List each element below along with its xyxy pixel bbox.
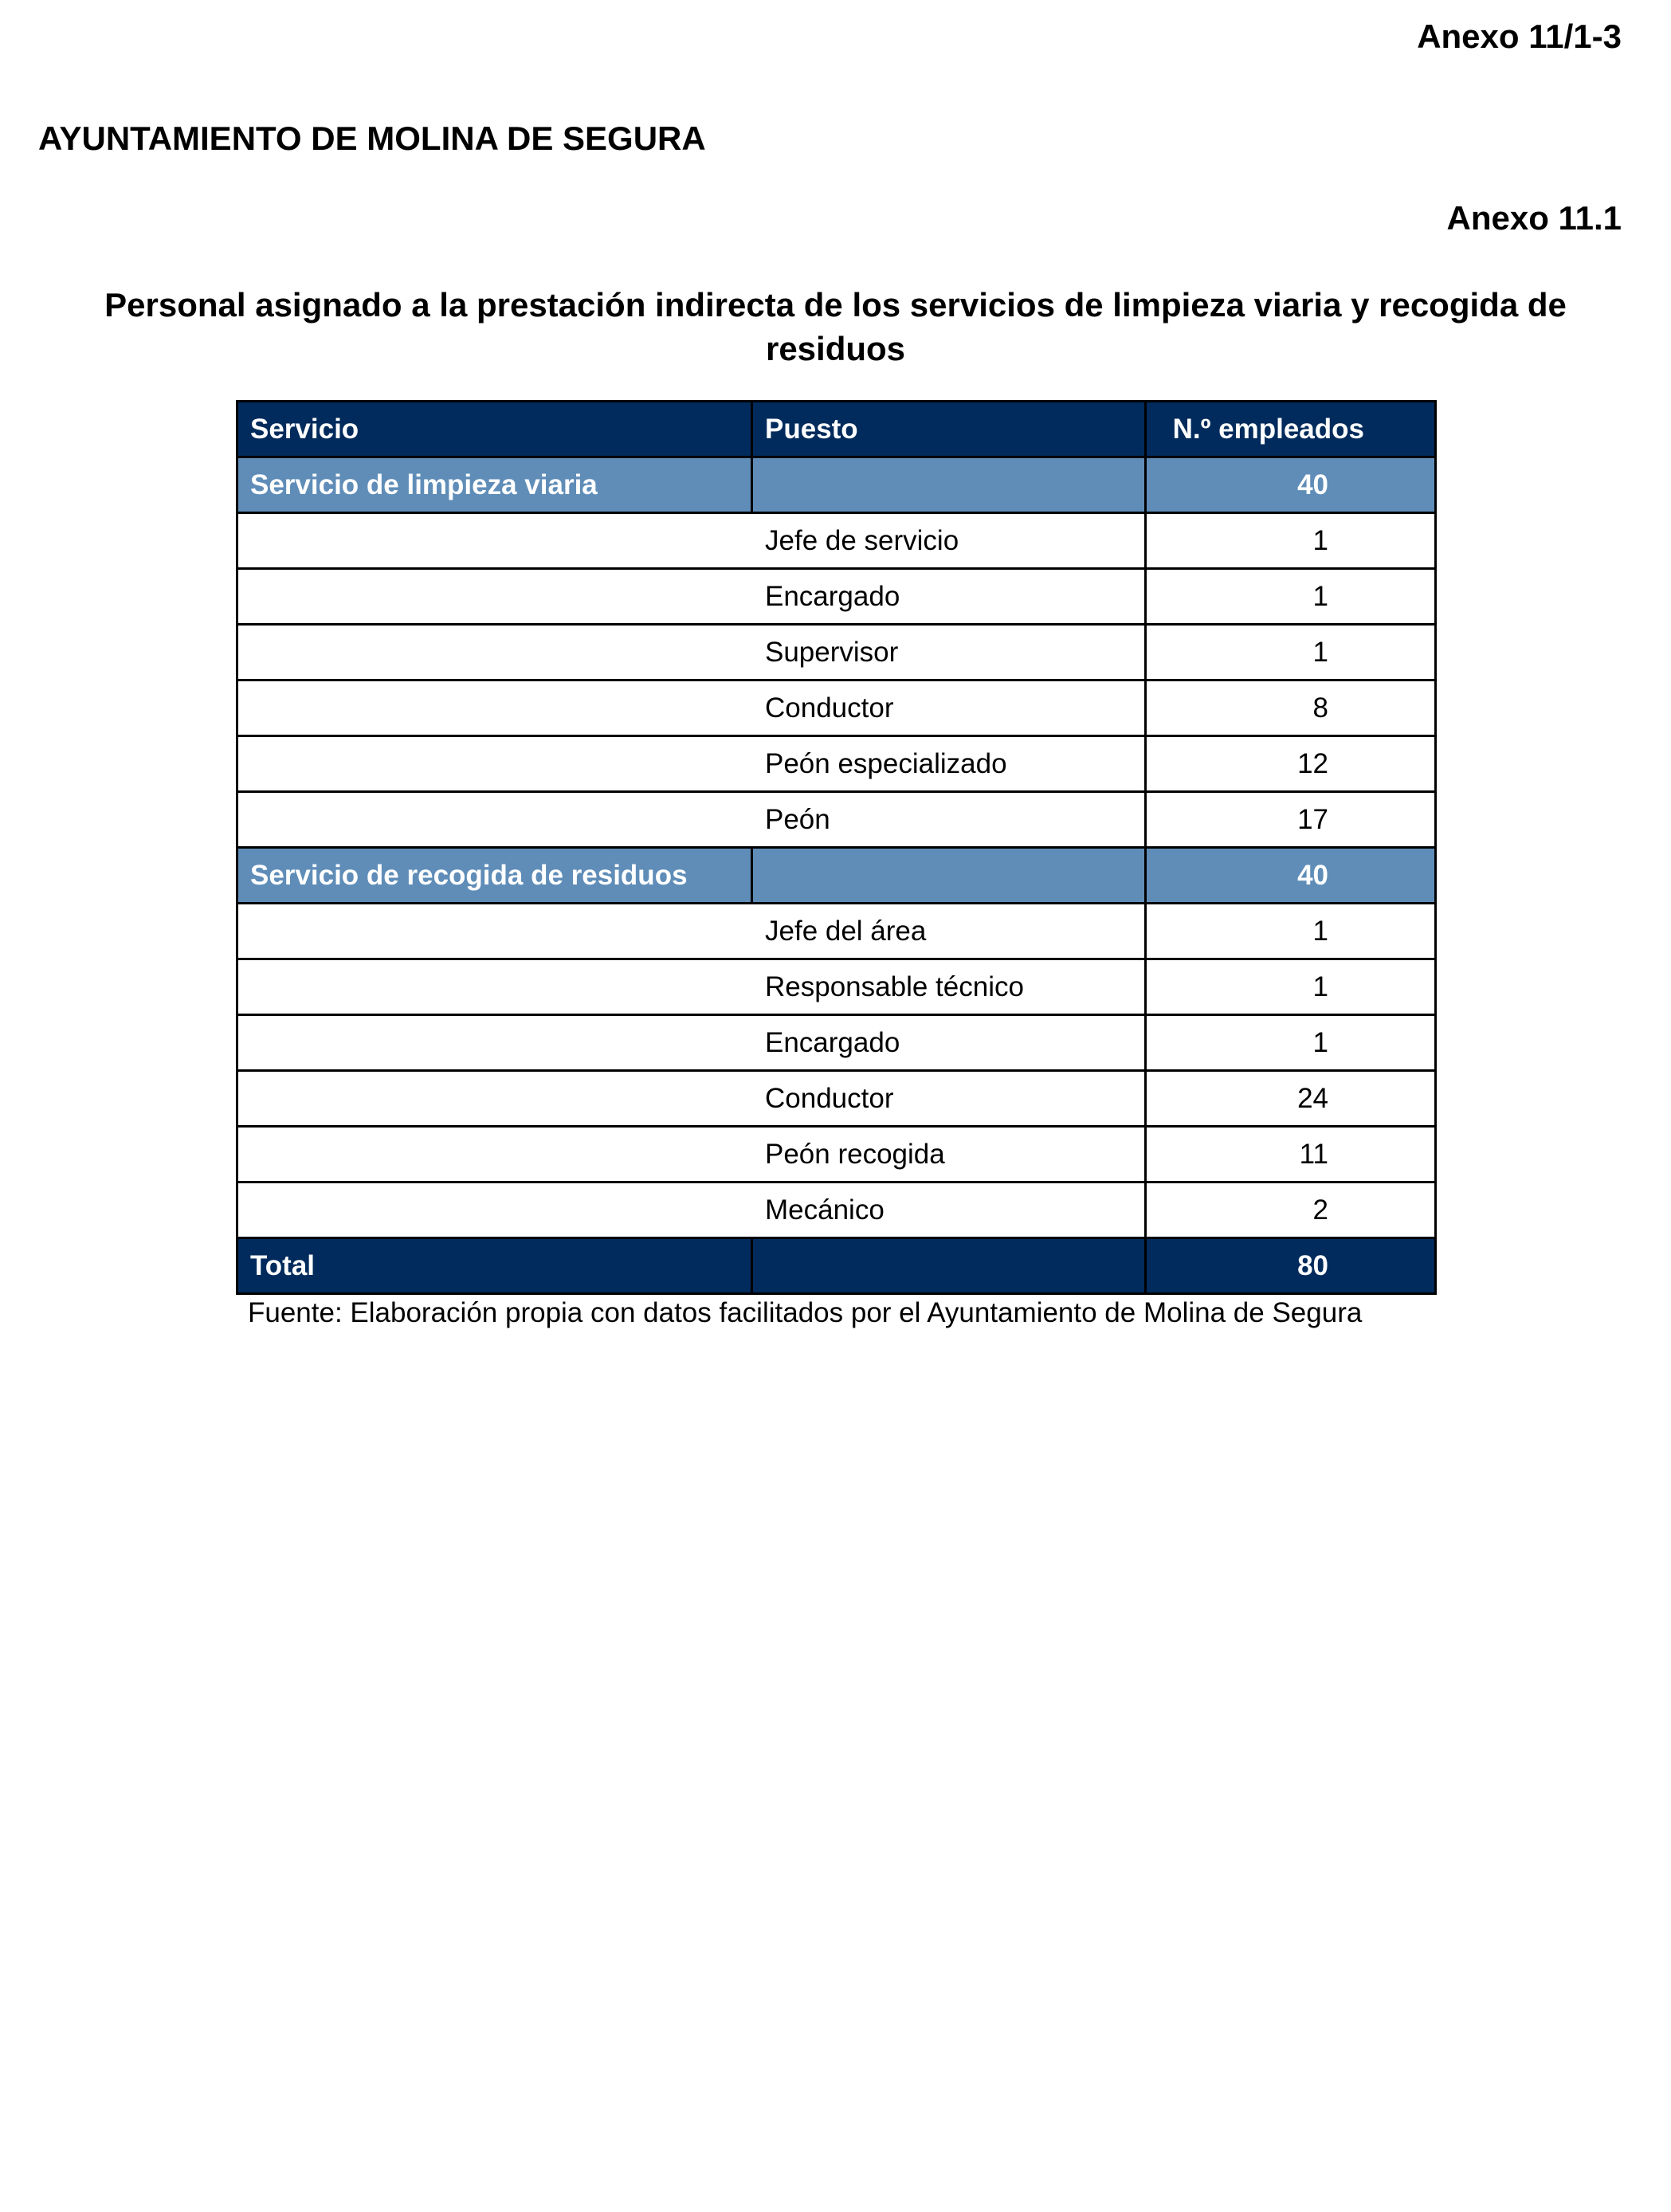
- table-row: [237, 1015, 1436, 1071]
- table-row: [237, 904, 1436, 959]
- column-header-puesto: Puesto: [752, 402, 1146, 457]
- puesto-cell: Peón: [752, 792, 1146, 848]
- empleados-cell: 1: [1146, 959, 1436, 1015]
- group-total: 40: [1146, 848, 1436, 904]
- table-row: [237, 513, 1436, 569]
- table-row: [237, 792, 1436, 848]
- group-name: Servicio de recogida de residuos: [237, 848, 752, 904]
- source-note: Fuente: Elaboración propia con datos facilitados por el Ayuntamiento de Molina de Segura: [248, 1297, 1363, 1328]
- puesto-cell: Mecánico: [752, 1182, 1146, 1238]
- empleados-cell: 12: [1146, 736, 1436, 792]
- group-row-recogida: [237, 848, 1436, 904]
- puesto-cell: Encargado: [752, 569, 1146, 625]
- table-row: [237, 680, 1436, 736]
- table-row: [237, 1182, 1436, 1238]
- empleados-cell: 1: [1146, 569, 1436, 625]
- empleados-cell: 1: [1146, 625, 1436, 680]
- column-header-empleados: N.º empleados: [1146, 402, 1436, 457]
- empleados-cell: 8: [1146, 680, 1436, 736]
- table-row: [237, 959, 1436, 1015]
- table-row: [237, 1127, 1436, 1182]
- empleados-cell: 11: [1146, 1127, 1436, 1182]
- organization-name: AYUNTAMIENTO DE MOLINA DE SEGURA: [38, 120, 706, 157]
- total-label: Total: [237, 1238, 752, 1294]
- empleados-cell: 24: [1146, 1071, 1436, 1127]
- puesto-cell: Conductor: [752, 680, 1146, 736]
- table-row: [237, 569, 1436, 625]
- table-row: [237, 1071, 1436, 1127]
- table-row: [237, 736, 1436, 792]
- empleados-cell: 17: [1146, 792, 1436, 848]
- empleados-cell: 1: [1146, 513, 1436, 569]
- group-name: Servicio de limpieza viaria: [237, 457, 752, 513]
- staff-table: [236, 400, 1437, 1295]
- document-title: Personal asignado a la prestación indirecta de los servicios de limpieza viaria y recogida de residuos: [104, 286, 1567, 367]
- total-value: 80: [1146, 1238, 1436, 1294]
- puesto-cell: Peón recogida: [752, 1127, 1146, 1182]
- empleados-cell: 1: [1146, 1015, 1436, 1071]
- empleados-cell: 2: [1146, 1182, 1436, 1238]
- puesto-cell: Conductor: [752, 1071, 1146, 1127]
- puesto-cell: Encargado: [752, 1015, 1146, 1071]
- column-header-servicio: Servicio: [237, 402, 752, 457]
- puesto-cell: Supervisor: [752, 625, 1146, 680]
- puesto-cell: Jefe de servicio: [752, 513, 1146, 569]
- page-reference: Anexo 11/1-3: [1417, 18, 1622, 55]
- table-row: [237, 625, 1436, 680]
- puesto-cell: Jefe del área: [752, 904, 1146, 959]
- total-row: [237, 1238, 1436, 1294]
- annex-label: Anexo 11.1: [1446, 199, 1622, 237]
- table-header-row: [237, 402, 1436, 457]
- group-row-limpieza: [237, 457, 1436, 513]
- empleados-cell: 1: [1146, 904, 1436, 959]
- puesto-cell: Peón especializado: [752, 736, 1146, 792]
- group-total: 40: [1146, 457, 1436, 513]
- puesto-cell: Responsable técnico: [752, 959, 1146, 1015]
